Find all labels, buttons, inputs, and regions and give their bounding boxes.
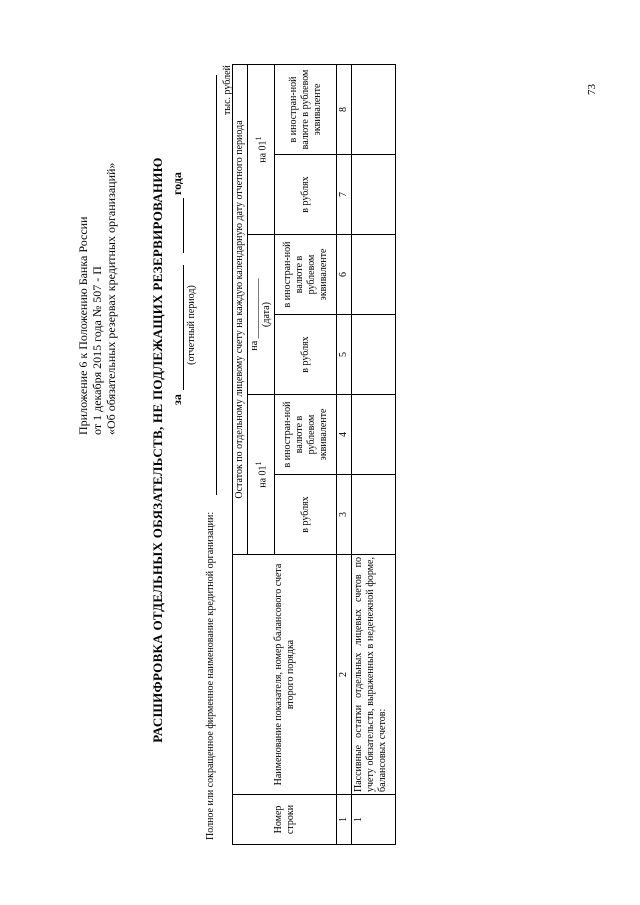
footnote-mark: 1 bbox=[253, 461, 263, 466]
col-number-6: 6 bbox=[337, 235, 352, 315]
col-number-3: 3 bbox=[337, 475, 352, 555]
header-date-middle: на ____________ (дата) bbox=[248, 235, 275, 395]
page-number: 73 bbox=[586, 84, 598, 95]
date-caption: (дата) bbox=[261, 302, 272, 327]
appendix-line-3: «Об обязательных резервах кредитных организаций» bbox=[104, 162, 118, 435]
period-year-word: года bbox=[170, 172, 184, 195]
table-number-row bbox=[337, 64, 352, 844]
year-line bbox=[183, 198, 184, 253]
appendix-line-1: Приложение 6 к Положению Банка России bbox=[76, 216, 90, 435]
col-number-1: 1 bbox=[337, 795, 352, 845]
org-label: Полное или сокращенное фирменное наименование кредитной организации: bbox=[205, 511, 216, 840]
row-1-cell-8 bbox=[352, 64, 396, 154]
units-label: тыс. рублей bbox=[222, 65, 233, 115]
appendix-header bbox=[76, 95, 118, 435]
row-1-cell-6 bbox=[352, 235, 396, 315]
period-line bbox=[183, 265, 184, 390]
table-header-row-1 bbox=[233, 64, 248, 844]
header-rub-1: в рублях bbox=[275, 475, 337, 555]
row-1-cell-7 bbox=[352, 155, 396, 235]
table-row bbox=[352, 64, 396, 844]
row-1-cell-5 bbox=[352, 315, 396, 395]
period-caption: (отчетный период) bbox=[186, 285, 197, 365]
header-rub-3: в рублях bbox=[275, 155, 337, 235]
header-rub-2: в рублях bbox=[275, 315, 337, 395]
header-date-first bbox=[248, 395, 275, 555]
col-number-4: 4 bbox=[337, 395, 352, 475]
header-indicator-name: Наименование показателя, номер балансового счета второго порядка bbox=[233, 555, 337, 795]
header-line-number: Номер строки bbox=[233, 795, 337, 845]
col-number-7: 7 bbox=[337, 155, 352, 235]
row-1-cell-4 bbox=[352, 395, 396, 475]
date-middle-text: на bbox=[249, 340, 260, 351]
period-za: за bbox=[170, 394, 184, 405]
header-fx-2: в иностран-ной валюте в рублевом эквиваленте bbox=[275, 235, 337, 315]
header-date-last bbox=[248, 64, 275, 234]
header-fx-1: в иностран-ной валюте в рублевом эквиваленте bbox=[275, 395, 337, 475]
org-name-line bbox=[216, 75, 217, 495]
col-number-2: 2 bbox=[337, 555, 352, 795]
footnote-mark-2: 1 bbox=[253, 136, 263, 141]
header-fx-3: в иностран-ной валюте в рублевом эквиваленте bbox=[275, 64, 337, 154]
col-number-8: 8 bbox=[337, 64, 352, 154]
row-1-cell-3 bbox=[352, 475, 396, 555]
row-1-number: 1 bbox=[352, 795, 396, 845]
liabilities-table bbox=[232, 64, 396, 845]
date-last-text: на 01 bbox=[257, 140, 269, 163]
page-title: РАСШИФРОВКА ОТДЕЛЬНЫХ ОБЯЗАТЕЛЬСТВ, НЕ ПОДЛЕЖАЩИХ РЕЗЕРВИРОВАНИЮ bbox=[150, 157, 165, 743]
date-first-text: на 01 bbox=[257, 465, 269, 488]
row-1-text: Пассивные остатки отдельных лицевых счетов по учету обязательств, выраженных в неденежной форме, балансовых счетов: bbox=[352, 555, 396, 795]
col-number-5: 5 bbox=[337, 315, 352, 395]
header-balance: Остаток по отдельному лицевому счету на каждую календарную дату отчетного периода bbox=[233, 64, 248, 554]
appendix-line-2: от 1 декабря 2015 года № 507 - П bbox=[90, 266, 104, 435]
